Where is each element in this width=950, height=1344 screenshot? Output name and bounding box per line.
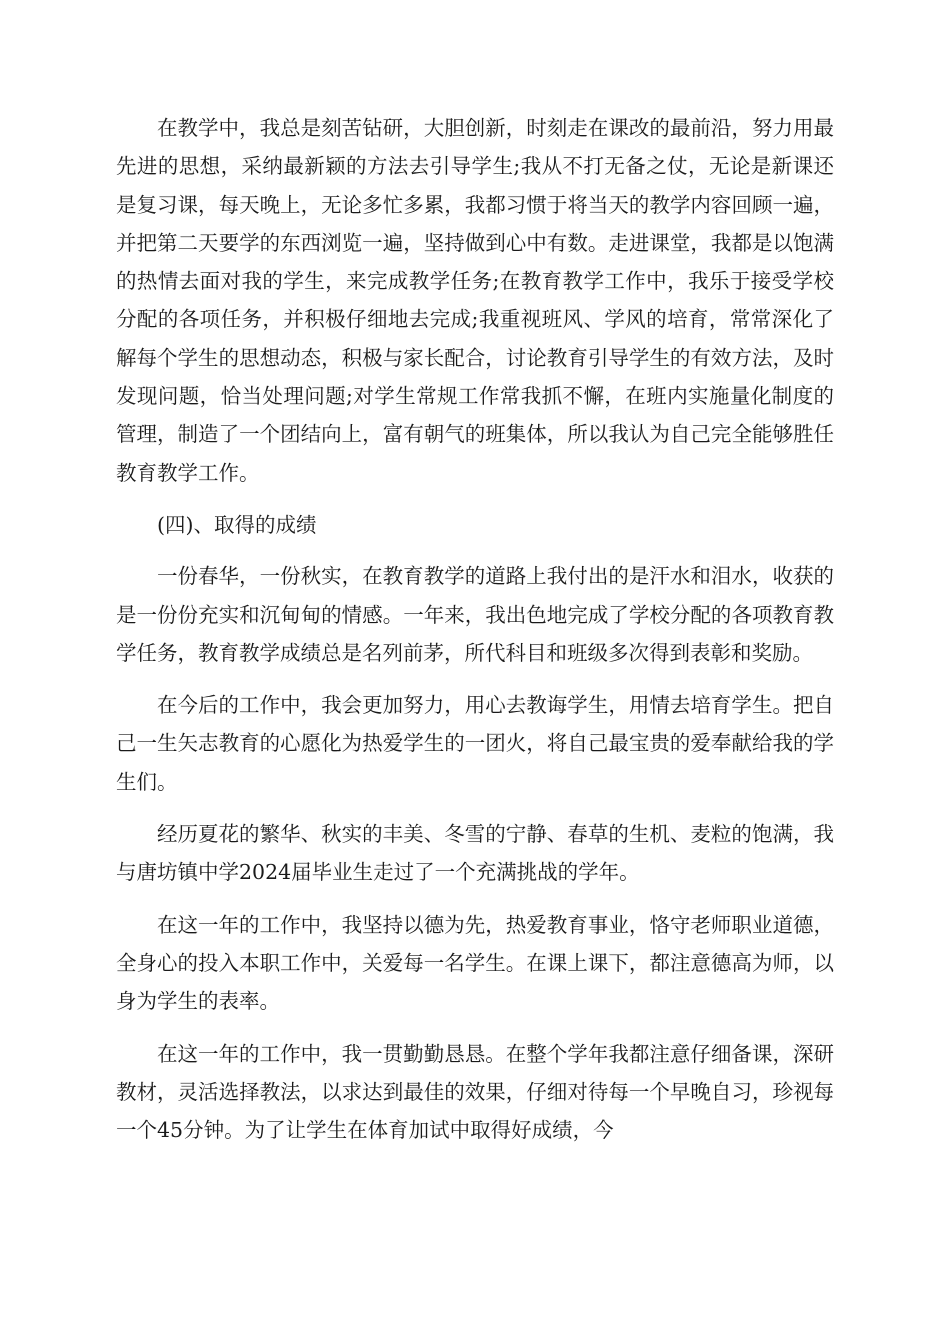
section-heading-achievements: (四)、取得的成绩 [157,512,317,537]
document-body [116,109,834,1163]
paragraph-achievements: 一份春华，一份秋实，在教育教学的道路上我付出的是汗水和泪水，收获的是一份份充实和沉甸甸的情感。一年来，我出色地完成了学校分配的各项教育教学任务，教育教学成绩总是名列前茅，所代科目和班级多次得到表彰和奖励。 [116,564,834,665]
paragraph-teaching: 在教学中，我总是刻苦钻研，大胆创新，时刻走在课改的最前沿，努力用最先进的思想，采纳最新颖的方法去引导学生;我从不打无备之仗，无论是新课还是复习课，每天晚上，无论多忙多累，我都习惯于将当天的教学内容回顾一遍，并把第二天要学的东西浏览一遍，坚持做到心中有数。走进课堂，我都是以饱满的热情去面对我的学生，来完成教学任务;在教育教学工作中，我乐于接受学校分配的各项任务，并积极仔细地去完成;我重视班风、学风的培育，常常深化了解每个学生的思想动态，积极与家长配合，讨论教育引导学生的有效方法，及时发现问题，恰当处理问题;对学生常规工作常我抓不懈，在班内实施量化制度的管理，制造了一个团结向上，富有朝气的班集体，所以我认为自己完全能够胜任教育教学工作。 [116,116,834,485]
paragraph-school-year: 经历夏花的繁华、秋实的丰美、冬雪的宁静、春草的生机、麦粒的饱满，我与唐坊镇中学2024届毕业生走过了一个充满挑战的学年。 [116,822,834,885]
paragraph-ethics: 在这一年的工作中，我坚持以德为先，热爱教育事业，恪守老师职业道德，全身心的投入本职工作中，关爱每一名学生。在课上课下，都注意德高为师，以身为学生的表率。 [116,912,834,1014]
paragraph-diligence: 在这一年的工作中，我一贯勤勤恳恳。在整个学年我都注意仔细备课，深研教材，灵活选择教法，以求达到最佳的效果，仔细对待每一个早晚自习，珍视每一个45分钟。为了让学生在体育加试中取得好成绩，今 [116,1041,834,1143]
paragraph-future-work: 在今后的工作中，我会更加努力，用心去教诲学生，用情去培育学生。把自己一生矢志教育的心愿化为热爱学生的一团火，将自己最宝贵的爱奉献给我的学生们。 [116,693,834,794]
